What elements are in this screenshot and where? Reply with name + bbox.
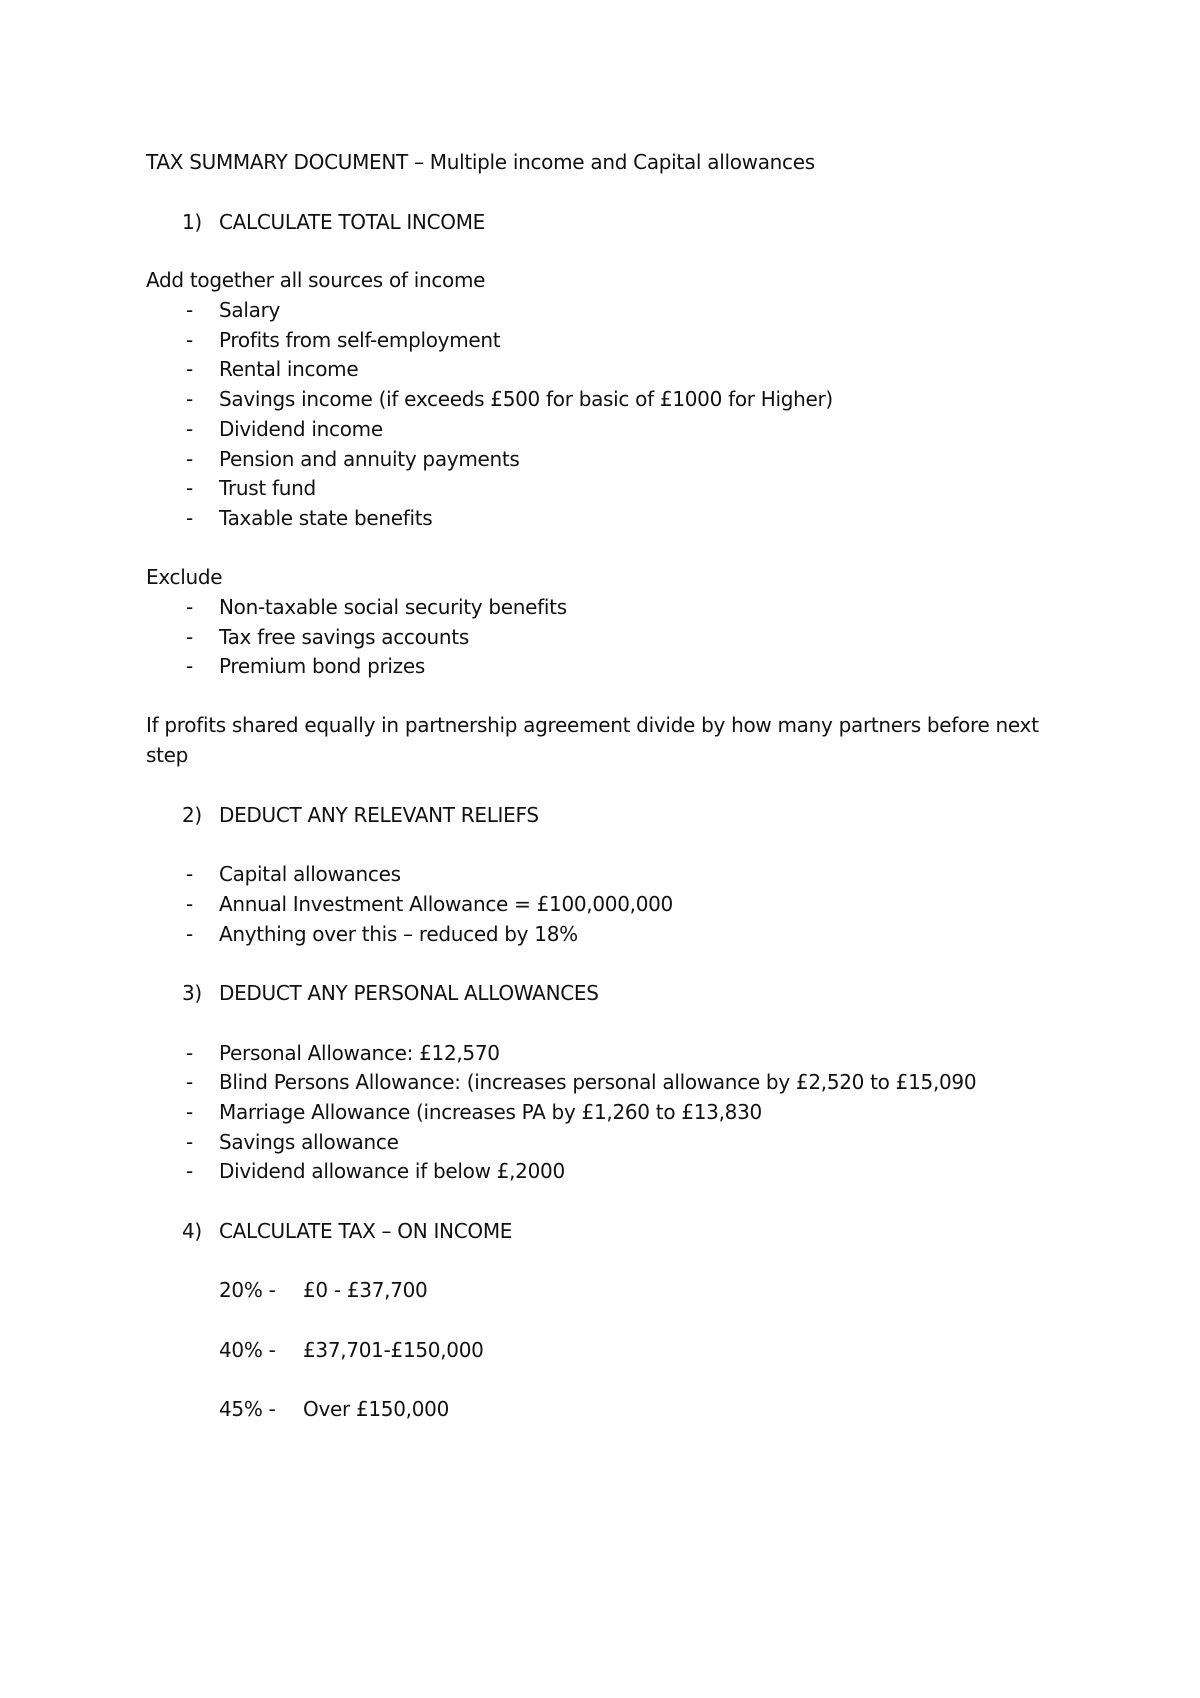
list-item-text: Personal Allowance: £12,570 bbox=[219, 1041, 500, 1065]
list-item-text: Salary bbox=[219, 298, 281, 322]
bullet-dash: - bbox=[186, 447, 193, 471]
section-2-number: 2) bbox=[182, 803, 202, 827]
tax-band-range: £37,701-£150,000 bbox=[303, 1338, 484, 1362]
section-4-heading: CALCULATE TAX – ON INCOME bbox=[219, 1219, 513, 1243]
list-item-text: Capital allowances bbox=[219, 862, 401, 886]
list-item-text: Non-taxable social security benefits bbox=[219, 595, 567, 619]
section-1-intro: Add together all sources of income bbox=[146, 268, 486, 292]
partnership-note-line-2: step bbox=[146, 743, 189, 767]
list-item-text: Profits from self-employment bbox=[219, 328, 501, 352]
bullet-dash: - bbox=[186, 595, 193, 619]
bullet-dash: - bbox=[186, 328, 193, 352]
section-4-number: 4) bbox=[182, 1219, 202, 1243]
list-item-text: Trust fund bbox=[219, 476, 316, 500]
bullet-dash: - bbox=[186, 862, 193, 886]
bullet-dash: - bbox=[186, 892, 193, 916]
tax-band-rate: 40% - bbox=[219, 1338, 276, 1362]
bullet-dash: - bbox=[186, 1159, 193, 1183]
bullet-dash: - bbox=[186, 417, 193, 441]
list-item-text: Premium bond prizes bbox=[219, 654, 426, 678]
bullet-dash: - bbox=[186, 476, 193, 500]
list-item-text: Pension and annuity payments bbox=[219, 447, 520, 471]
bullet-dash: - bbox=[186, 654, 193, 678]
section-3-heading: DEDUCT ANY PERSONAL ALLOWANCES bbox=[219, 981, 599, 1005]
list-item-text: Savings income (if exceeds £500 for basic of £1000 for Higher) bbox=[219, 387, 833, 411]
list-item-text: Tax free savings accounts bbox=[219, 625, 469, 649]
bullet-dash: - bbox=[186, 1041, 193, 1065]
bullet-dash: - bbox=[186, 1070, 193, 1094]
bullet-dash: - bbox=[186, 1100, 193, 1124]
list-item-text: Marriage Allowance (increases PA by £1,260 to £13,830 bbox=[219, 1100, 762, 1124]
bullet-dash: - bbox=[186, 357, 193, 381]
section-1-heading: CALCULATE TOTAL INCOME bbox=[219, 210, 485, 234]
bullet-dash: - bbox=[186, 625, 193, 649]
list-item-text: Dividend allowance if below £,2000 bbox=[219, 1159, 565, 1183]
tax-band-rate: 20% - bbox=[219, 1278, 276, 1302]
bullet-dash: - bbox=[186, 298, 193, 322]
section-2-heading: DEDUCT ANY RELEVANT RELIEFS bbox=[219, 803, 539, 827]
bullet-dash: - bbox=[186, 506, 193, 530]
list-item-text: Annual Investment Allowance = £100,000,000 bbox=[219, 892, 673, 916]
tax-band-range: Over £150,000 bbox=[303, 1397, 449, 1421]
tax-band-range: £0 - £37,700 bbox=[303, 1278, 428, 1302]
list-item-text: Rental income bbox=[219, 357, 359, 381]
list-item-text: Blind Persons Allowance: (increases personal allowance by £2,520 to £15,090 bbox=[219, 1070, 977, 1094]
list-item-text: Anything over this – reduced by 18% bbox=[219, 922, 578, 946]
list-item-text: Savings allowance bbox=[219, 1130, 399, 1154]
exclude-label: Exclude bbox=[146, 565, 223, 589]
document-title: TAX SUMMARY DOCUMENT – Multiple income and Capital allowances bbox=[146, 150, 815, 174]
partnership-note-line-1: If profits shared equally in partnership agreement divide by how many partners before next bbox=[146, 713, 1039, 737]
bullet-dash: - bbox=[186, 387, 193, 411]
bullet-dash: - bbox=[186, 1130, 193, 1154]
bullet-dash: - bbox=[186, 922, 193, 946]
list-item-text: Dividend income bbox=[219, 417, 383, 441]
tax-band-rate: 45% - bbox=[219, 1397, 276, 1421]
section-1-number: 1) bbox=[182, 210, 202, 234]
list-item-text: Taxable state benefits bbox=[219, 506, 433, 530]
section-3-number: 3) bbox=[182, 981, 202, 1005]
